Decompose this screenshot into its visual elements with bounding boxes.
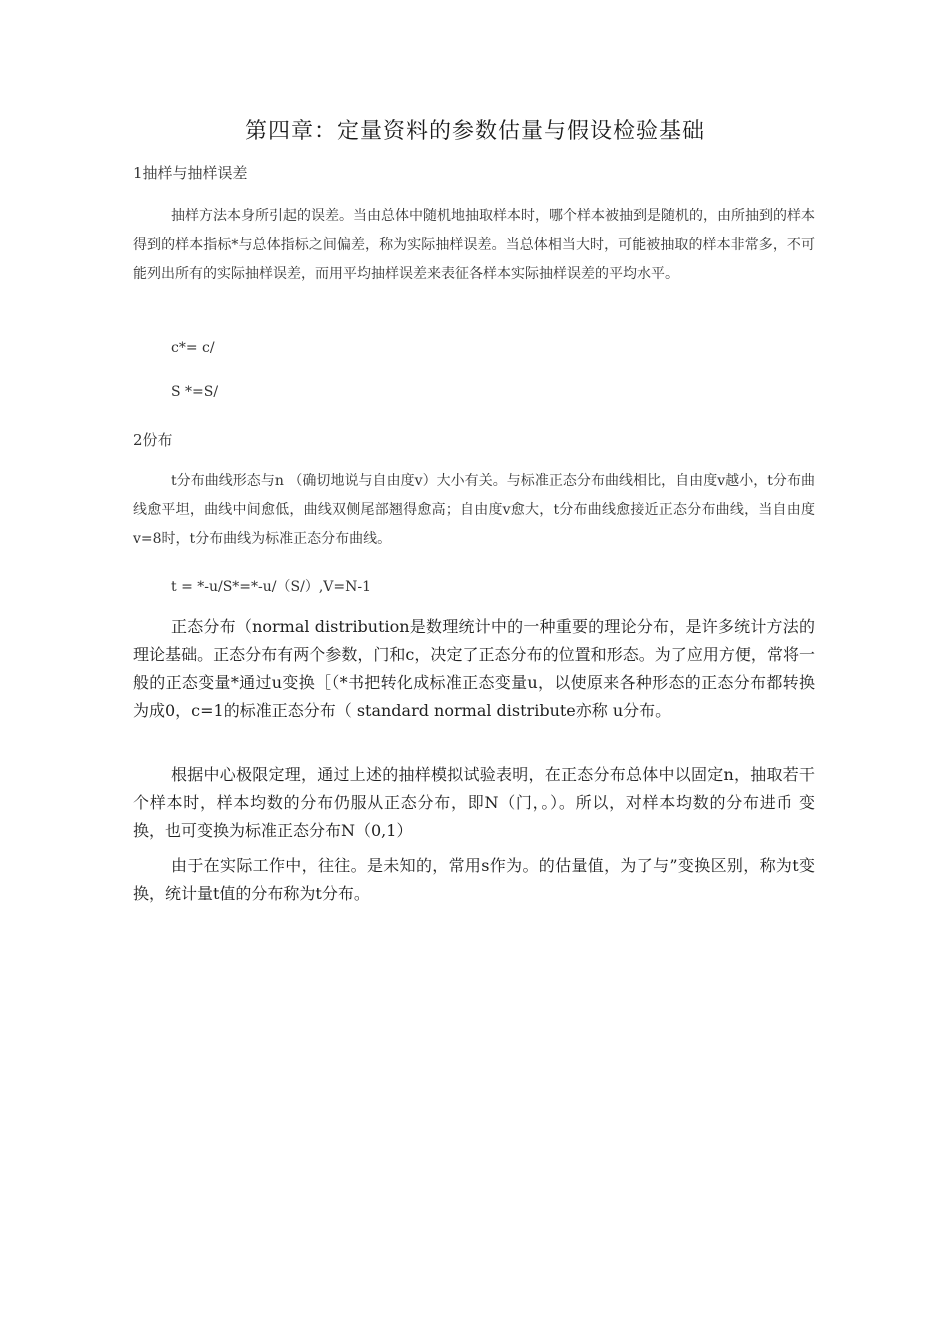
paragraph-central-limit-theorem: 根据中心极限定理，通过上述的抽样模拟试验表明，在正态分布总体中以固定n，抽取若干个样本时，样本均数的分布仍服从正态分布，即N（门，。）。所以，对样本均数的分布进币 变换，也可变换为标准正态分布N（0,1）: [133, 765, 815, 840]
paragraph-t-transform: 由于在实际工作中，往往。是未知的，常用s作为。的估量值，为了与”变换区别，称为t变换，统计量t值的分布称为t分布。: [133, 856, 815, 903]
section-heading-t-distribution: 2份布: [133, 431, 173, 449]
section-heading-sampling-error: 1抽样与抽样误差: [133, 164, 248, 182]
formula-t-statistic: t = *-u/S*=*-u/（S/）,V=N-1: [171, 579, 371, 595]
paragraph-sampling-error: 抽样方法本身所引起的误差。当由总体中随机地抽取样本时，哪个样本被抽到是随机的，由所抽到的样本得到的样本指标*与总体指标之间偏差，称为实际抽样误差。当总体相当大时，可能被抽取的样本非常多，不可能列出所有的实际抽样误差，而用平均抽样误差来表征各样本实际抽样误差的平均水平。: [133, 208, 815, 282]
paragraph-t-distribution: t分布曲线形态与n （确切地说与自由度v）大小有关。与标准正态分布曲线相比，自由度v越小，t分布曲线愈平坦，曲线中间愈低，曲线双侧尾部翘得愈高；自由度v愈大，t分布曲线愈接近正态分布曲线，当自由度v=8时，t分布曲线为标准正态分布曲线。: [133, 473, 815, 547]
paragraph-normal-distribution: 正态分布（normal distribution是数理统计中的一种重要的理论分布，是许多统计方法的理论基础。正态分布有两个参数，门和c，决定了正态分布的位置和形态。为了应用方便，常将一般的正态变量*通过u变换［（*书把转化成标准正态变量u，以使原来各种形态的正态分布都转换为成0，c=1的标准正态分布（ standard normal distribute亦称 u分布。: [133, 617, 815, 720]
formula-s-x: S *=S/: [171, 384, 219, 400]
document-title: 第四章：定量资料的参数估量与假设检验基础: [244, 119, 705, 144]
formula-sigma-x: c*= c/: [171, 340, 215, 356]
